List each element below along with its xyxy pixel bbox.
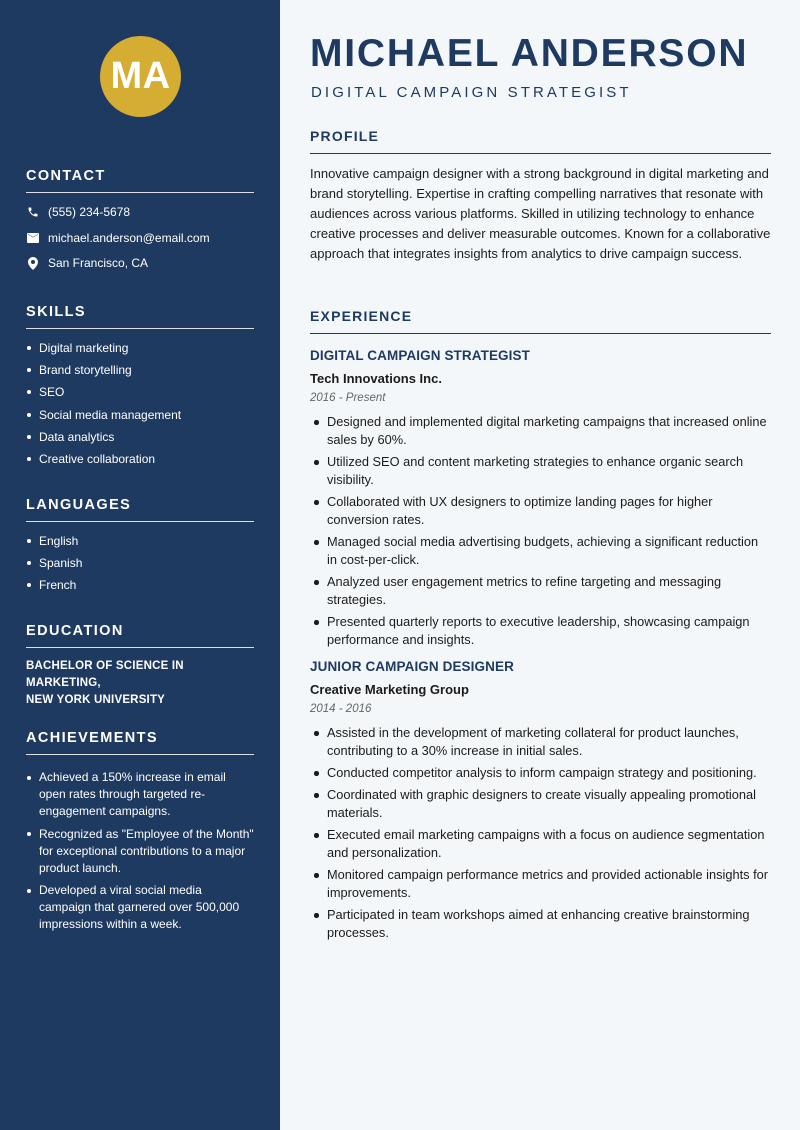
skills-list <box>26 341 254 466</box>
skills-section <box>26 304 254 474</box>
education-degree: BACHELOR OF SCIENCE IN MARKETING, <box>26 660 184 689</box>
skills-heading: SKILLS <box>26 304 254 329</box>
skill-item: Digital marketing <box>26 341 254 355</box>
language-item: French <box>26 578 254 592</box>
mail-icon <box>26 231 39 244</box>
education-school: NEW YORK UNIVERSITY <box>26 694 166 706</box>
achievement-item: Achieved a 150% increase in email open rates through targeted re-engagement campaigns. <box>26 769 254 820</box>
job-bullet: Participated in team workshops aimed at enhancing creative brainstorming processes. <box>310 906 771 942</box>
avatar-initials: MA <box>100 36 181 117</box>
skill-item: Data analytics <box>26 430 254 444</box>
job-bullet: Collaborated with UX designers to optimize landing pages for higher conversion rates. <box>310 493 771 529</box>
phone-icon <box>26 206 39 219</box>
profile-heading: PROFILE <box>310 128 771 154</box>
location-pin-icon <box>26 257 39 270</box>
profile-text: Innovative campaign designer with a strong background in digital marketing and brand storytelling. Expertise in crafting compelling narratives that resonate with audiences across various platforms. Skilled in utilizing technology to enhance creative processes and deliver measurable outcomes. Known for a collaborative approach that integrates insights from analytics to drive campaign success. <box>310 166 771 261</box>
achievements-section <box>26 730 254 939</box>
job-bullet: Managed social media advertising budgets, achieving a significant reduction in cost-per-click. <box>310 533 771 569</box>
contact-heading: CONTACT <box>26 168 254 193</box>
skill-item: SEO <box>26 385 254 399</box>
job-bullet: Presented quarterly reports to executive leadership, showcasing campaign performance and insights. <box>310 613 771 649</box>
skill-item: Social media management <box>26 408 254 422</box>
email-text: michael.anderson@email.com <box>48 230 210 245</box>
experience-section <box>310 308 771 946</box>
skill-item: Creative collaboration <box>26 452 254 466</box>
phone-text: (555) 234-5678 <box>48 205 131 220</box>
job-bullet: Coordinated with graphic designers to create visually appealing promotional materials. <box>310 786 771 822</box>
languages-section <box>26 497 254 601</box>
experience-heading: EXPERIENCE <box>310 308 771 334</box>
candidate-name: MICHAEL ANDERSON <box>310 32 749 75</box>
job-bullet: Designed and implemented digital marketing campaigns that increased online sales by 60%. <box>310 413 771 449</box>
skill-item: Brand storytelling <box>26 363 254 377</box>
main-content <box>280 0 800 1130</box>
candidate-role: DIGITAL CAMPAIGN STRATEGIST <box>311 84 632 101</box>
education-section <box>26 623 254 709</box>
job-bullet: Conducted competitor analysis to inform campaign strategy and positioning. <box>310 764 771 782</box>
job-company: Tech Innovations Inc. <box>310 371 442 386</box>
achievement-item: Recognized as "Employee of the Month" for exceptional contributions to a major product launch. <box>26 826 254 877</box>
job-bullet: Analyzed user engagement metrics to refine targeting and messaging strategies. <box>310 573 771 609</box>
languages-heading: LANGUAGES <box>26 497 254 522</box>
contact-location <box>26 255 254 272</box>
languages-list <box>26 534 254 592</box>
achievements-heading: ACHIEVEMENTS <box>26 730 254 755</box>
location-text: San Francisco, CA <box>48 256 149 271</box>
achievements-list <box>26 769 254 933</box>
education-heading: EDUCATION <box>26 623 254 648</box>
job-bullets <box>310 413 771 649</box>
language-item: English <box>26 534 254 548</box>
job-bullet: Executed email marketing campaigns with a focus on audience segmentation and personalization. <box>310 826 771 862</box>
contact-section <box>26 168 254 272</box>
job-title: DIGITAL CAMPAIGN STRATEGIST <box>310 348 530 363</box>
job-dates: 2016 - Present <box>310 392 386 404</box>
job-entry <box>310 348 771 649</box>
sidebar <box>0 0 280 1130</box>
job-entry <box>310 659 771 942</box>
profile-section <box>310 128 771 264</box>
job-company: Creative Marketing Group <box>310 682 469 697</box>
contact-email[interactable] <box>26 230 254 247</box>
job-title: JUNIOR CAMPAIGN DESIGNER <box>310 659 514 674</box>
job-dates: 2014 - 2016 <box>310 703 372 715</box>
job-bullet: Utilized SEO and content marketing strategies to enhance organic search visibility. <box>310 453 771 489</box>
language-item: Spanish <box>26 556 254 570</box>
job-bullet: Monitored campaign performance metrics and provided actionable insights for improvements. <box>310 866 771 902</box>
job-bullets <box>310 724 771 942</box>
job-bullet: Assisted in the development of marketing collateral for product launches, contributing to a 30% increase in initial sales. <box>310 724 771 760</box>
achievement-item: Developed a viral social media campaign that garnered over 500,000 impressions within a week. <box>26 882 254 933</box>
contact-phone[interactable] <box>26 204 254 221</box>
